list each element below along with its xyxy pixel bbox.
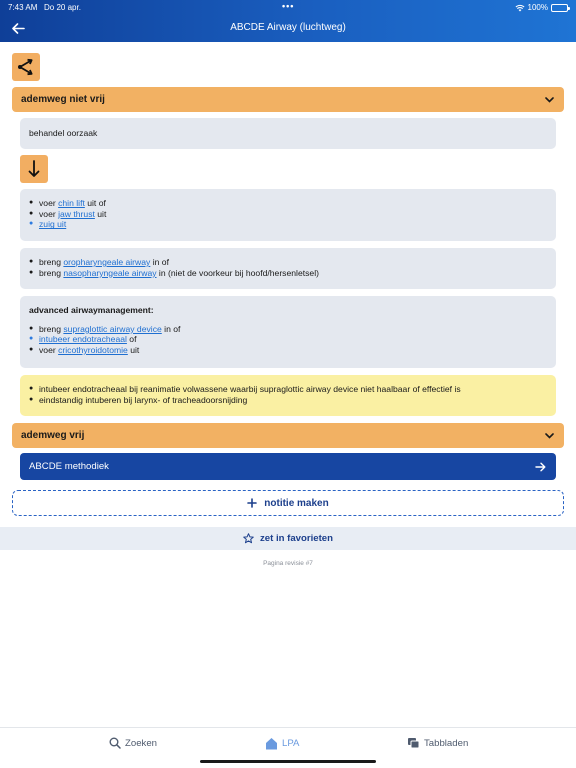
- tab-search[interactable]: [109, 737, 157, 749]
- list-item: [29, 219, 547, 230]
- list-item: ● eindstandig intuberen bij larynx- of tracheadoorsnijding: [29, 395, 547, 406]
- list-item: ● breng nasopharyngeale airway in (niet de voorkeur bij hoofd/hersenletsel): [29, 268, 547, 279]
- list-item: ● intubeer endotracheaal bij reanimatie volwassene waarbij supraglottic airway device niet haalbaar of effectief is: [29, 384, 547, 395]
- abcde-method-link[interactable]: [20, 453, 556, 480]
- plus-icon: [247, 498, 257, 508]
- link-jaw-thrust[interactable]: jaw thrust: [58, 208, 95, 219]
- decision-split-icon: [12, 53, 40, 81]
- chevron-down-icon: [545, 97, 554, 103]
- wifi-icon: [515, 4, 525, 12]
- page-revision: Pagina revisie #7: [263, 560, 313, 567]
- tab-lpa[interactable]: [265, 737, 299, 750]
- navigation-bar: [0, 0, 576, 42]
- home-icon: [265, 737, 278, 750]
- list-item: ● breng supraglottic airway device in of: [29, 324, 547, 335]
- link-nasopharyngeal-airway[interactable]: nasopharyngeale airway: [63, 267, 157, 278]
- list-item: ● voer cricothyroidotomie uit: [29, 345, 547, 356]
- add-favorite-button[interactable]: [0, 527, 576, 550]
- instruction-card-airway-adjuncts: [20, 248, 556, 289]
- section-label: ademweg niet vrij: [21, 94, 105, 105]
- note-card-intubation: [20, 375, 556, 416]
- arrow-right-icon: [535, 462, 546, 472]
- list-item: ● breng oropharyngeale airway in of: [29, 257, 547, 268]
- list-item: ● voer jaw thrust uit: [29, 209, 547, 220]
- search-icon: [109, 737, 121, 749]
- section-airway-free[interactable]: [12, 423, 564, 448]
- tab-tabs[interactable]: [407, 737, 468, 749]
- multitasking-dots[interactable]: •••: [282, 1, 295, 11]
- favorite-label: zet in favorieten: [259, 533, 334, 544]
- nav-card-label: ABCDE methodiek: [29, 461, 109, 472]
- instruction-card-cause: [20, 118, 556, 149]
- instruction-text: behandel oorzaak: [29, 128, 98, 139]
- list-item: ● intubeer endotracheaal of: [29, 334, 547, 345]
- add-note-button[interactable]: [12, 490, 564, 516]
- chevron-down-icon: [545, 433, 554, 439]
- home-indicator: [200, 760, 376, 763]
- link-intubate-endotracheal[interactable]: intubeer endotracheaal: [39, 334, 127, 345]
- link-chin-lift[interactable]: chin lift: [58, 198, 85, 208]
- instruction-card-advanced-airway: [20, 296, 556, 368]
- page-title: ABCDE Airway (luchtweg): [230, 22, 346, 33]
- link-oropharyngeal-airway[interactable]: oropharyngeale airway: [63, 257, 151, 267]
- section-label: ademweg vrij: [21, 430, 85, 441]
- status-right: [515, 3, 568, 12]
- tab-label: Tabbladen: [424, 737, 469, 749]
- tabs-icon: [407, 737, 420, 749]
- arrow-down-icon: [20, 155, 48, 183]
- battery-icon: [551, 4, 568, 12]
- add-note-label: notitie maken: [264, 497, 329, 509]
- instruction-card-airway-maneuvers: [20, 189, 556, 241]
- link-suction[interactable]: zuig uit: [39, 219, 67, 230]
- star-icon: [243, 533, 254, 544]
- list-item: ● voer chin lift uit of: [29, 198, 547, 209]
- tab-label: Zoeken: [125, 737, 157, 749]
- battery-percentage: 100%: [527, 3, 548, 12]
- section-airway-not-free[interactable]: [12, 87, 564, 112]
- link-cricothyroidotomy[interactable]: cricothyroidotomie: [58, 345, 128, 356]
- status-time: 7:43 AM Do 20 apr.: [8, 3, 81, 12]
- link-supraglottic-airway-device[interactable]: supraglottic airway device: [63, 323, 162, 334]
- tab-label: LPA: [282, 738, 300, 749]
- card-heading: advanced airwaymanagement:: [29, 305, 154, 315]
